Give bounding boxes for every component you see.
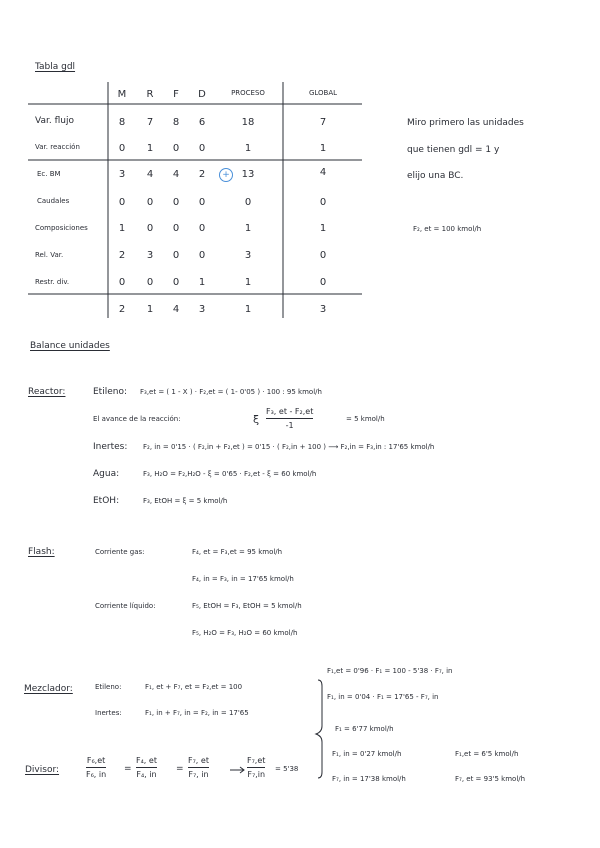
- table-title: Tabla gdl: [35, 62, 76, 72]
- cell-var-flujo-r: 7: [146, 117, 154, 128]
- divisor-f4-num: F₇,et: [247, 756, 266, 765]
- cell-caudales-m: 0: [118, 197, 126, 208]
- mezclador-inertes-eq: F₁, in + F₇, in = F₂, in = 17'65: [145, 709, 249, 717]
- divisor-result: = 5'38: [275, 765, 299, 773]
- divisor-f2-den: F₄, in: [136, 770, 157, 779]
- balance-title: Balance unidades: [30, 341, 110, 351]
- divisor-eq-sign-1: =: [124, 764, 132, 774]
- total-m: 2: [118, 304, 126, 315]
- divisor-eq-sign-2: =: [176, 764, 184, 774]
- divisor-label: Divisor:: [25, 765, 60, 775]
- cell-restr-div-global: 0: [319, 277, 327, 288]
- xi-result: = 5 kmol/h: [346, 415, 385, 423]
- cell-composiciones-global: 1: [319, 223, 327, 234]
- flash-label: Flash:: [28, 547, 55, 557]
- col-header-global: GLOBAL: [308, 89, 338, 97]
- cell-rel-var-d: 0: [198, 250, 206, 261]
- side-note-bc: F₂, et = 100 kmol/h: [413, 225, 482, 233]
- cell-var-flujo-m: 8: [118, 117, 126, 128]
- xi-numerator: F₃, et - F₂,et: [266, 407, 314, 416]
- cell-composiciones-r: 0: [146, 223, 154, 234]
- reactor-etoh-eq: F₃, EtOH = ξ = 5 kmol/h: [143, 497, 228, 505]
- divisor-f3-den: F₇, in: [188, 770, 209, 779]
- divisor-fraction-3: [188, 756, 209, 779]
- side-note-line-1: Miro primero las unidades: [407, 118, 524, 128]
- divisor-f3-num: F₇, et: [188, 756, 209, 765]
- row-label-rel-var: Rel. Var.: [35, 251, 64, 259]
- cell-caudales-f: 0: [172, 197, 180, 208]
- result-f1-et: F₁,et = 6'5 kmol/h: [455, 750, 519, 758]
- row-label-caudales: Caudales: [37, 197, 70, 205]
- row-label-ec-bm: Ec. BM: [37, 170, 61, 178]
- cell-var-flujo-d: 6: [198, 117, 206, 128]
- cell-caudales-proceso: 0: [244, 197, 252, 208]
- flash-gas-eq1: F₄, et = F₃,et = 95 kmol/h: [192, 548, 283, 556]
- cell-restr-div-m: 0: [118, 277, 126, 288]
- mezclador-etileno-label: Etileno:: [95, 683, 122, 691]
- divisor-f4-den: F₇,in: [247, 770, 266, 779]
- cell-var-reaccion-global: 1: [319, 143, 327, 154]
- cell-ec-bm-d: 2: [198, 169, 206, 180]
- cell-ec-bm-r: 4: [146, 169, 154, 180]
- col-header-m: M: [117, 89, 127, 100]
- mezclador-inertes-label: Inertes:: [95, 709, 122, 717]
- cell-var-reaccion-r: 1: [146, 143, 154, 154]
- row-label-restr-div: Restr. div.: [35, 278, 70, 286]
- divisor-fraction-1: [86, 756, 106, 779]
- mezclador-label: Mezclador:: [24, 684, 73, 694]
- divisor-fraction-2: [136, 756, 157, 779]
- total-proceso: 1: [244, 304, 252, 315]
- xi-fraction: [266, 407, 313, 430]
- xi-symbol: ξ: [253, 413, 260, 426]
- result-f7-in: F₇, in = 17'38 kmol/h: [332, 775, 406, 783]
- cell-restr-div-f: 0: [172, 277, 180, 288]
- cell-ec-bm-m: 3: [118, 169, 126, 180]
- total-r: 1: [146, 304, 154, 315]
- cell-restr-div-proceso: 1: [244, 277, 252, 288]
- cell-composiciones-proceso: 1: [244, 223, 252, 234]
- cell-var-reaccion-m: 0: [118, 143, 126, 154]
- side-note-line-3: elijo una BC.: [407, 171, 464, 181]
- result-f7-et: F₇, et = 93'5 kmol/h: [455, 775, 526, 783]
- cell-rel-var-m: 2: [118, 250, 126, 261]
- col-header-d: D: [198, 89, 206, 100]
- cell-caudales-global: 0: [319, 197, 327, 208]
- cell-ec-bm-global: 4: [319, 167, 327, 178]
- cell-caudales-d: 0: [198, 197, 206, 208]
- reactor-inertes-eq: F₂, in = 0'15 · ( F₂,in + F₂,et ) = 0'15 · ( F₂,in + 100 ) ⟶ F₂,in = F₃,in : 17'65 kmol/h: [143, 443, 435, 451]
- total-global: 3: [319, 304, 327, 315]
- row-label-composiciones: Composiciones: [35, 224, 88, 232]
- reactor-agua-eq: F₃, H₂O = F₂,H₂O - ξ = 0'65 · F₂,et - ξ = 60 kmol/h: [143, 470, 317, 478]
- reactor-avance-label: El avance de la reacción:: [93, 415, 181, 423]
- flash-gas-label: Corriente gas:: [95, 548, 145, 556]
- result-f1: F₁ = 6'77 kmol/h: [335, 725, 394, 733]
- flash-liq-eq2: F₅, H₂O = F₃, H₂O = 60 kmol/h: [192, 629, 298, 637]
- cell-var-flujo-proceso: 18: [241, 117, 255, 128]
- row-label-var-flujo: Var. flujo: [35, 116, 74, 126]
- reactor-label: Reactor:: [28, 387, 66, 397]
- total-f: 4: [172, 304, 180, 315]
- result-f1-in: F₁, in = 0'27 kmol/h: [332, 750, 402, 758]
- cell-composiciones-m: 1: [118, 223, 126, 234]
- cell-var-reaccion-d: 0: [198, 143, 206, 154]
- cell-composiciones-f: 0: [172, 223, 180, 234]
- cell-var-reaccion-proceso: 1: [244, 143, 252, 154]
- divisor-f2-num: F₄, et: [136, 756, 157, 765]
- cell-restr-div-d: 1: [198, 277, 206, 288]
- cell-composiciones-d: 0: [198, 223, 206, 234]
- col-header-proceso: PROCESO: [231, 89, 265, 97]
- cell-caudales-r: 0: [146, 197, 154, 208]
- mezclador-etileno-eq: F₁, et + F₇, et = F₂,et = 100: [145, 683, 243, 691]
- flash-liq-label: Corriente líquido:: [95, 602, 156, 610]
- reactor-inertes-label: Inertes:: [93, 442, 128, 452]
- reactor-etoh-label: EtOH:: [93, 496, 120, 506]
- cell-rel-var-proceso: 3: [244, 250, 252, 261]
- divisor-fraction-4: [247, 756, 265, 779]
- cell-var-flujo-global: 7: [319, 117, 327, 128]
- row-label-var-reaccion: Var. reacción: [35, 143, 80, 151]
- reactor-etileno-eq: F₃,et = ( 1 - X ) · F₂,et = ( 1- 0'05 ) · 100 : 95 kmol/h: [140, 388, 322, 396]
- system-eq1: F₁,et = 0'96 · F₁ = 100 - 5'38 · F₇, in: [327, 667, 453, 675]
- system-eq2: F₁, in = 0'04 · F₁ = 17'65 - F₇, in: [327, 693, 439, 701]
- divisor-f1-den: F₆, in: [86, 770, 107, 779]
- cell-ec-bm-f: 4: [172, 169, 180, 180]
- flash-liq-eq1: F₅, EtOH = F₃, EtOH = 5 kmol/h: [192, 602, 302, 610]
- cell-rel-var-f: 0: [172, 250, 180, 261]
- total-d: 3: [198, 304, 206, 315]
- cell-rel-var-global: 0: [319, 250, 327, 261]
- col-header-r: R: [146, 89, 154, 100]
- xi-denominator: -1: [285, 421, 294, 430]
- cell-rel-var-r: 3: [146, 250, 154, 261]
- col-header-f: F: [173, 89, 179, 100]
- cell-var-reaccion-f: 0: [172, 143, 180, 154]
- plus-circle-icon: +: [219, 168, 233, 182]
- side-note-line-2: que tienen gdl = 1 y: [407, 145, 500, 155]
- divisor-f1-num: F₆,et: [86, 756, 106, 765]
- flash-gas-eq2: F₄, in = F₃, in = 17'65 kmol/h: [192, 575, 294, 583]
- cell-restr-div-r: 0: [146, 277, 154, 288]
- cell-ec-bm-proceso: 13: [241, 169, 255, 180]
- reactor-agua-label: Agua:: [93, 469, 120, 479]
- cell-var-flujo-f: 8: [172, 117, 180, 128]
- reactor-etileno-label: Etileno:: [93, 387, 127, 397]
